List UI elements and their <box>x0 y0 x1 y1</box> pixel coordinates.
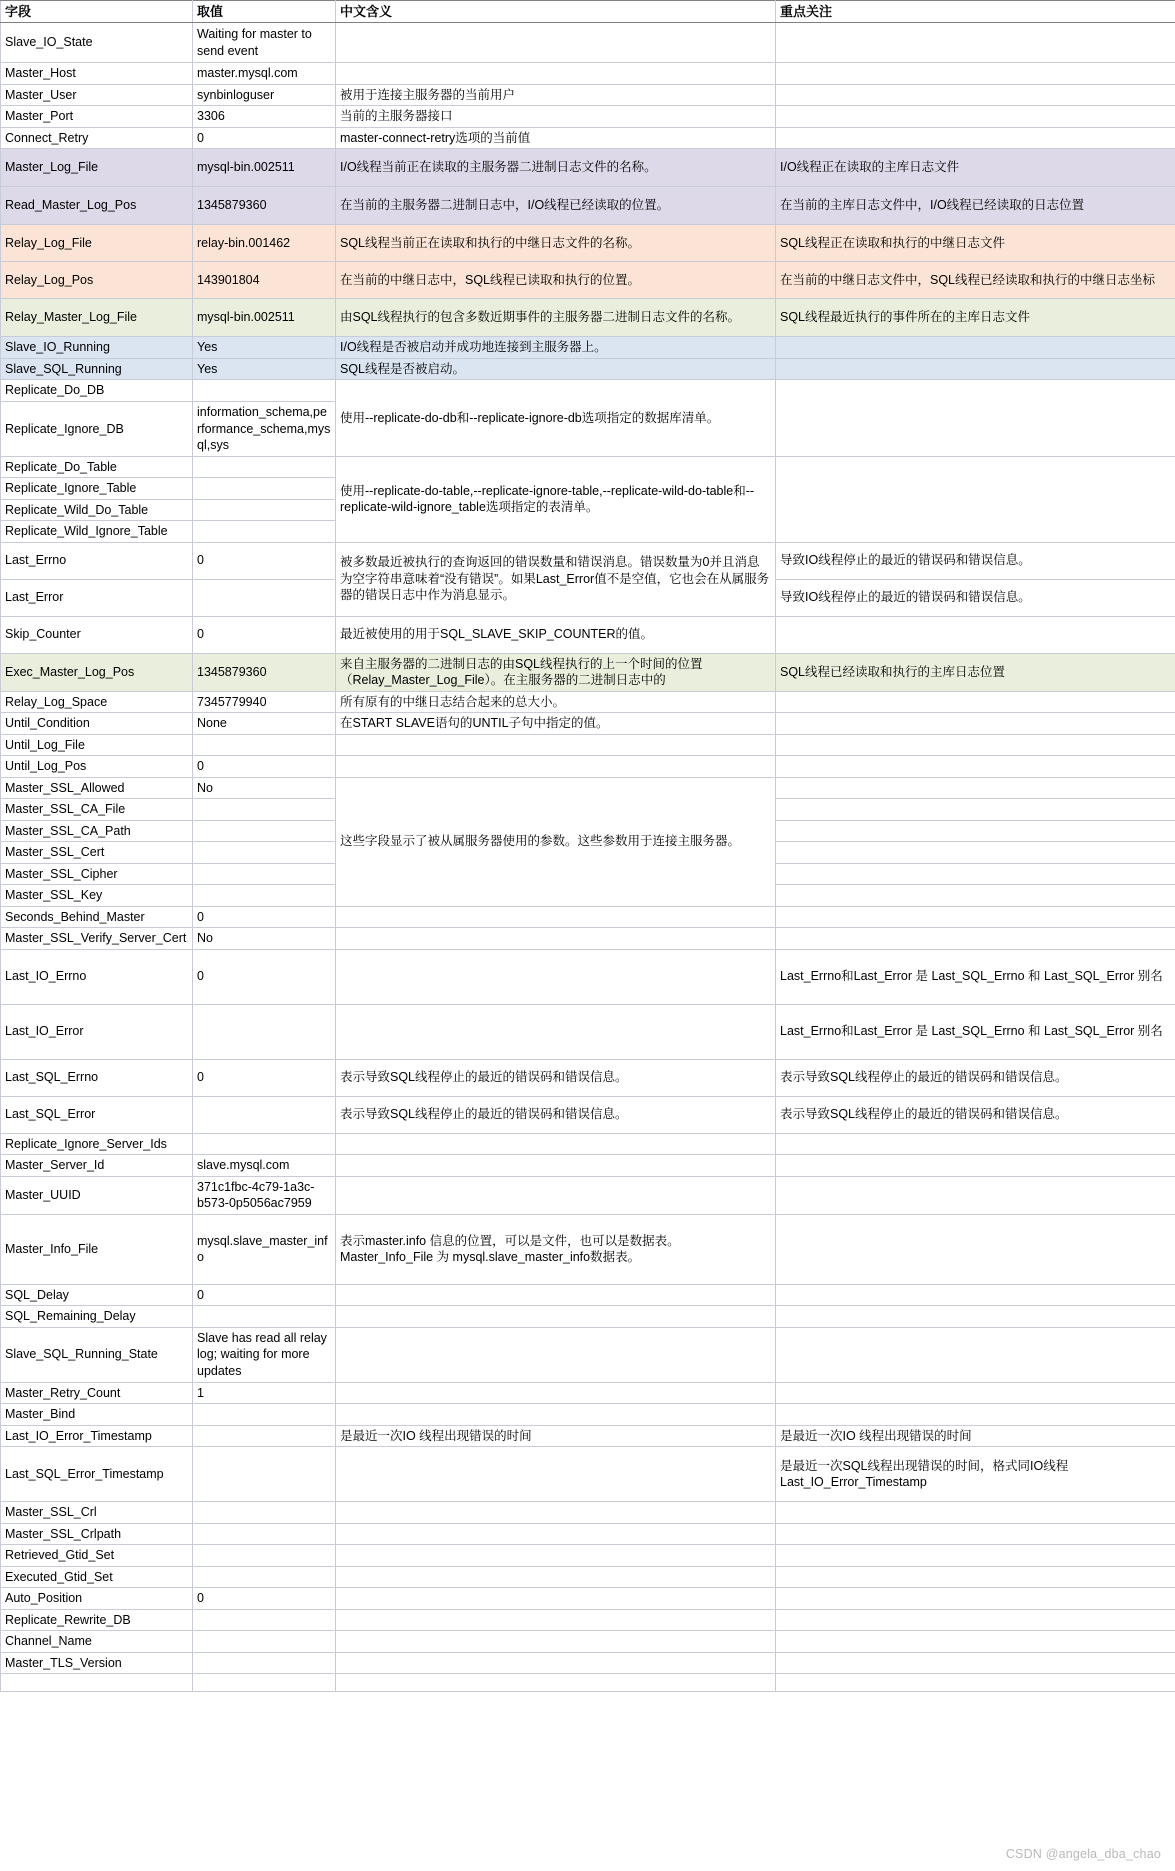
cell-meaning[interactable] <box>336 734 776 756</box>
cell-focus[interactable] <box>776 1382 1175 1404</box>
cell-meaning[interactable]: 被用于连接主服务器的当前用户 <box>336 84 776 106</box>
cell-focus[interactable]: Last_Errno和Last_Error 是 Last_SQL_Errno 和 Last_SQL_Error 别名 <box>776 1004 1175 1059</box>
cell-meaning[interactable]: 在当前的中继日志中，SQL线程已读取和执行的位置。 <box>336 262 776 299</box>
cell-value[interactable]: synbinloguser <box>193 84 336 106</box>
table-row <box>1 262 1175 299</box>
table-row <box>1 23 1175 63</box>
cell-meaning[interactable] <box>336 1133 776 1155</box>
cell-field[interactable]: Last_SQL_Errno <box>1 1059 193 1096</box>
cell-value[interactable]: 371c1fbc-4c79-1a3c-b573-0p5056ac7959 <box>193 1176 336 1214</box>
table-row <box>1 1306 1175 1328</box>
cell-focus[interactable]: Last_Errno和Last_Error 是 Last_SQL_Errno 和 Last_SQL_Error 别名 <box>776 949 1175 1004</box>
table-row <box>1 949 1175 1004</box>
cell-meaning[interactable] <box>336 1004 776 1059</box>
cell-field[interactable]: Master_SSL_Crl <box>1 1502 193 1524</box>
cell-field[interactable]: Master_SSL_Cert <box>1 842 193 864</box>
cell-field[interactable]: Slave_SQL_Running <box>1 358 193 380</box>
table-row <box>1 542 1175 579</box>
cell-field[interactable] <box>1 1674 193 1692</box>
table-row <box>1 1631 1175 1653</box>
cell-field[interactable]: Last_IO_Error_Timestamp <box>1 1425 193 1447</box>
cell-value[interactable] <box>193 456 336 478</box>
table-row <box>1 1404 1175 1426</box>
cell-focus[interactable]: 导致IO线程停止的最近的错误码和错误信息。 <box>776 542 1175 579</box>
cell-value[interactable] <box>193 1404 336 1426</box>
cell-value[interactable] <box>193 734 336 756</box>
cell-field[interactable]: Until_Log_File <box>1 734 193 756</box>
cell-value[interactable]: 1 <box>193 1382 336 1404</box>
cell-meaning-group[interactable]: 被多数最近被执行的查询返回的错误数量和错误消息。错误数量为0并且消息为空字符串意味着“没有错误”。如果Last_Error值不是空值，它也会在从属服务器的错误日志中作为消息显示。 <box>336 542 776 616</box>
cell-meaning[interactable] <box>336 1566 776 1588</box>
cell-focus[interactable] <box>776 777 1175 799</box>
cell-field[interactable]: Slave_SQL_Running_State <box>1 1327 193 1382</box>
cell-value[interactable] <box>193 1566 336 1588</box>
cell-field[interactable]: Master_SSL_CA_Path <box>1 820 193 842</box>
cell-focus[interactable] <box>776 842 1175 864</box>
cell-meaning-group[interactable]: 使用--replicate-do-table,--replicate-ignore-table,--replicate-wild-do-table和--replicate-wild-ignore_table选项指定的表清单。 <box>336 456 776 542</box>
cell-focus[interactable]: I/O线程正在读取的主库日志文件 <box>776 149 1175 187</box>
cell-value[interactable]: 0 <box>193 756 336 778</box>
cell-value[interactable] <box>193 380 336 402</box>
cell-value[interactable]: No <box>193 777 336 799</box>
cell-value[interactable]: mysql-bin.002511 <box>193 149 336 187</box>
cell-field[interactable]: Executed_Gtid_Set <box>1 1566 193 1588</box>
cell-field[interactable]: Replicate_Do_Table <box>1 456 193 478</box>
column-header-meaning: 中文含义 <box>336 1 776 23</box>
table-row <box>1 616 1175 653</box>
table-row <box>1 691 1175 713</box>
cell-field[interactable]: Retrieved_Gtid_Set <box>1 1545 193 1567</box>
table-row <box>1 299 1175 337</box>
cell-value[interactable]: 0 <box>193 542 336 579</box>
cell-field[interactable]: Last_IO_Errno <box>1 949 193 1004</box>
cell-focus[interactable] <box>776 820 1175 842</box>
cell-value[interactable]: 0 <box>193 616 336 653</box>
cell-meaning[interactable]: 表示导致SQL线程停止的最近的错误码和错误信息。 <box>336 1096 776 1133</box>
cell-field[interactable]: Master_Bind <box>1 1404 193 1426</box>
cell-meaning[interactable] <box>336 1609 776 1631</box>
cell-focus[interactable] <box>776 1545 1175 1567</box>
cell-focus[interactable] <box>776 1609 1175 1631</box>
table-row <box>1 84 1175 106</box>
column-header-value: 取值 <box>193 1 336 23</box>
cell-focus-group[interactable] <box>776 380 1175 457</box>
cell-focus[interactable] <box>776 1133 1175 1155</box>
cell-value[interactable] <box>193 799 336 821</box>
cell-focus[interactable]: 在当前的中继日志文件中，SQL线程已经读取和执行的中继日志坐标 <box>776 262 1175 299</box>
cell-meaning[interactable] <box>336 23 776 63</box>
table-row <box>1 756 1175 778</box>
cell-field[interactable]: Last_IO_Error <box>1 1004 193 1059</box>
cell-value[interactable]: No <box>193 928 336 950</box>
cell-meaning[interactable] <box>336 1284 776 1306</box>
cell-field[interactable]: Last_SQL_Error_Timestamp <box>1 1447 193 1502</box>
cell-field[interactable]: Master_Info_File <box>1 1214 193 1284</box>
cell-focus[interactable] <box>776 106 1175 128</box>
cell-value[interactable]: 0 <box>193 127 336 149</box>
cell-value[interactable]: 0 <box>193 949 336 1004</box>
cell-field[interactable]: Relay_Log_File <box>1 225 193 262</box>
cell-field[interactable]: Master_TLS_Version <box>1 1652 193 1674</box>
table-row <box>1 1133 1175 1155</box>
cell-meaning[interactable] <box>336 1674 776 1692</box>
table-row <box>1 149 1175 187</box>
cell-field[interactable]: Last_Error <box>1 579 193 616</box>
cell-focus[interactable] <box>776 1214 1175 1284</box>
cell-field[interactable]: Slave_IO_State <box>1 23 193 63</box>
table-body <box>1 23 1175 1692</box>
cell-value[interactable]: information_schema,performance_schema,mysql,sys <box>193 402 336 457</box>
cell-meaning[interactable] <box>336 1631 776 1653</box>
cell-meaning[interactable] <box>336 1155 776 1177</box>
cell-field[interactable]: Seconds_Behind_Master <box>1 906 193 928</box>
cell-focus[interactable] <box>776 1155 1175 1177</box>
cell-field[interactable]: Slave_IO_Running <box>1 337 193 359</box>
cell-field[interactable]: Master_User <box>1 84 193 106</box>
cell-meaning[interactable] <box>336 1502 776 1524</box>
cell-focus[interactable] <box>776 1674 1175 1692</box>
cell-field[interactable]: Master_SSL_Cipher <box>1 863 193 885</box>
cell-value[interactable]: master.mysql.com <box>193 63 336 85</box>
cell-value[interactable] <box>193 579 336 616</box>
cell-field[interactable]: Master_Log_File <box>1 149 193 187</box>
table-row <box>1 1674 1175 1692</box>
table-row <box>1 1155 1175 1177</box>
cell-value[interactable] <box>193 820 336 842</box>
cell-focus[interactable] <box>776 358 1175 380</box>
cell-focus[interactable] <box>776 1176 1175 1214</box>
cell-meaning[interactable]: master-connect-retry选项的当前值 <box>336 127 776 149</box>
cell-meaning-group[interactable]: 这些字段显示了被从属服务器使用的参数。这些参数用于连接主服务器。 <box>336 777 776 906</box>
cell-focus[interactable] <box>776 713 1175 735</box>
cell-focus[interactable] <box>776 863 1175 885</box>
cell-value[interactable] <box>193 842 336 864</box>
cell-value[interactable] <box>193 1133 336 1155</box>
cell-focus[interactable] <box>776 1327 1175 1382</box>
cell-focus[interactable]: 在当前的主库日志文件中，I/O线程已经读取的日志位置 <box>776 187 1175 225</box>
cell-value[interactable] <box>193 885 336 907</box>
cell-focus[interactable] <box>776 928 1175 950</box>
cell-focus[interactable] <box>776 1306 1175 1328</box>
cell-focus[interactable] <box>776 23 1175 63</box>
cell-value[interactable] <box>193 1631 336 1653</box>
cell-value[interactable] <box>193 478 336 500</box>
cell-field[interactable]: Exec_Master_Log_Pos <box>1 653 193 691</box>
cell-focus-group[interactable] <box>776 456 1175 542</box>
cell-focus[interactable] <box>776 1588 1175 1610</box>
table-row <box>1 777 1175 799</box>
cell-field[interactable]: Skip_Counter <box>1 616 193 653</box>
table-row <box>1 653 1175 691</box>
cell-meaning[interactable]: 由SQL线程执行的包含多数近期事件的主服务器二进制日志文件的名称。 <box>336 299 776 337</box>
cell-value[interactable] <box>193 499 336 521</box>
table-row <box>1 1523 1175 1545</box>
cell-value[interactable]: 143901804 <box>193 262 336 299</box>
cell-meaning[interactable]: 是最近一次IO 线程出现错误的时间 <box>336 1425 776 1447</box>
cell-value[interactable]: relay-bin.001462 <box>193 225 336 262</box>
cell-field[interactable]: Read_Master_Log_Pos <box>1 187 193 225</box>
table-row <box>1 928 1175 950</box>
cell-field[interactable]: Master_SSL_Allowed <box>1 777 193 799</box>
cell-value[interactable]: Yes <box>193 337 336 359</box>
cell-field[interactable]: Until_Log_Pos <box>1 756 193 778</box>
cell-field[interactable]: Replicate_Wild_Do_Table <box>1 499 193 521</box>
cell-focus[interactable]: 导致IO线程停止的最近的错误码和错误信息。 <box>776 579 1175 616</box>
cell-focus[interactable] <box>776 1652 1175 1674</box>
table-row <box>1 380 1175 402</box>
cell-value[interactable]: 0 <box>193 1059 336 1096</box>
table-row <box>1 225 1175 262</box>
cell-focus[interactable]: 表示导致SQL线程停止的最近的错误码和错误信息。 <box>776 1096 1175 1133</box>
cell-meaning-group[interactable]: 使用--replicate-do-db和--replicate-ignore-db选项指定的数据库清单。 <box>336 380 776 457</box>
cell-field[interactable]: Auto_Position <box>1 1588 193 1610</box>
table-row <box>1 1545 1175 1567</box>
cell-meaning[interactable] <box>336 1652 776 1674</box>
cell-value[interactable] <box>193 1674 336 1692</box>
table-header <box>1 1 1175 23</box>
table-row <box>1 1566 1175 1588</box>
table-row <box>1 358 1175 380</box>
watermark-text: CSDN @angela_dba_chao <box>1005 1847 1161 1861</box>
cell-focus[interactable] <box>776 799 1175 821</box>
column-header-focus: 重点关注 <box>776 1 1175 23</box>
cell-field[interactable]: Last_SQL_Error <box>1 1096 193 1133</box>
cell-meaning[interactable] <box>336 756 776 778</box>
table-row <box>1 1502 1175 1524</box>
cell-meaning[interactable]: I/O线程当前正在读取的主服务器二进制日志文件的名称。 <box>336 149 776 187</box>
cell-value[interactable]: mysql-bin.002511 <box>193 299 336 337</box>
cell-value[interactable] <box>193 521 336 543</box>
cell-value[interactable] <box>193 1425 336 1447</box>
cell-meaning[interactable] <box>336 63 776 85</box>
cell-focus[interactable] <box>776 337 1175 359</box>
table-row <box>1 1382 1175 1404</box>
cell-field[interactable]: Replicate_Do_DB <box>1 380 193 402</box>
cell-meaning[interactable] <box>336 1327 776 1382</box>
cell-focus[interactable] <box>776 1404 1175 1426</box>
table-row <box>1 63 1175 85</box>
table-row <box>1 1059 1175 1096</box>
cell-value[interactable]: 3306 <box>193 106 336 128</box>
cell-value[interactable]: 0 <box>193 906 336 928</box>
cell-meaning[interactable] <box>336 1382 776 1404</box>
table-row <box>1 127 1175 149</box>
cell-value[interactable]: Slave has read all relay log; waiting for more updates <box>193 1327 336 1382</box>
cell-value[interactable] <box>193 1004 336 1059</box>
cell-field[interactable]: Connect_Retry <box>1 127 193 149</box>
cell-value[interactable]: 0 <box>193 1284 336 1306</box>
cell-meaning[interactable]: 来自主服务器的二进制日志的由SQL线程执行的上一个时间的位置（Relay_Master_Log_File）。在主服务器的二进制日志中的 <box>336 653 776 691</box>
table-row <box>1 1609 1175 1631</box>
cell-focus[interactable] <box>776 691 1175 713</box>
cell-value[interactable] <box>193 1306 336 1328</box>
cell-field[interactable]: Replicate_Rewrite_DB <box>1 1609 193 1631</box>
cell-value[interactable] <box>193 1545 336 1567</box>
cell-field[interactable]: Master_Server_Id <box>1 1155 193 1177</box>
cell-focus[interactable]: 是最近一次IO 线程出现错误的时间 <box>776 1425 1175 1447</box>
table-row <box>1 1588 1175 1610</box>
cell-meaning[interactable] <box>336 1523 776 1545</box>
table-row <box>1 713 1175 735</box>
cell-focus[interactable] <box>776 1523 1175 1545</box>
cell-field[interactable]: Replicate_Ignore_DB <box>1 402 193 457</box>
cell-value[interactable]: 1345879360 <box>193 653 336 691</box>
table-row <box>1 1214 1175 1284</box>
cell-focus[interactable]: SQL线程正在读取和执行的中继日志文件 <box>776 225 1175 262</box>
cell-focus[interactable] <box>776 616 1175 653</box>
cell-field[interactable]: Relay_Log_Pos <box>1 262 193 299</box>
cell-value[interactable]: 0 <box>193 1588 336 1610</box>
cell-value[interactable] <box>193 1652 336 1674</box>
cell-field[interactable]: Master_Host <box>1 63 193 85</box>
cell-value[interactable]: slave.mysql.com <box>193 1155 336 1177</box>
cell-meaning[interactable]: 所有原有的中继日志结合起来的总大小。 <box>336 691 776 713</box>
cell-meaning[interactable]: I/O线程是否被启动并成功地连接到主服务器上。 <box>336 337 776 359</box>
cell-meaning[interactable]: SQL线程当前正在读取和执行的中继日志文件的名称。 <box>336 225 776 262</box>
table-row <box>1 1004 1175 1059</box>
table-row <box>1 1284 1175 1306</box>
cell-field[interactable]: Relay_Master_Log_File <box>1 299 193 337</box>
cell-value[interactable]: None <box>193 713 336 735</box>
cell-value[interactable] <box>193 1502 336 1524</box>
cell-field[interactable]: Master_Port <box>1 106 193 128</box>
cell-field[interactable]: Until_Condition <box>1 713 193 735</box>
cell-value[interactable]: Waiting for master to send event <box>193 23 336 63</box>
cell-meaning[interactable]: 在START SLAVE语句的UNTIL子句中指定的值。 <box>336 713 776 735</box>
cell-focus[interactable] <box>776 885 1175 907</box>
table-row <box>1 106 1175 128</box>
cell-focus[interactable] <box>776 1566 1175 1588</box>
table-row <box>1 1447 1175 1502</box>
cell-field[interactable]: Replicate_Wild_Ignore_Table <box>1 521 193 543</box>
cell-field[interactable]: Master_SSL_CA_File <box>1 799 193 821</box>
cell-field[interactable]: Relay_Log_Space <box>1 691 193 713</box>
cell-field[interactable]: Replicate_Ignore_Table <box>1 478 193 500</box>
cell-meaning[interactable] <box>336 949 776 1004</box>
cell-meaning[interactable]: 表示导致SQL线程停止的最近的错误码和错误信息。 <box>336 1059 776 1096</box>
cell-value[interactable] <box>193 1523 336 1545</box>
cell-meaning[interactable] <box>336 1588 776 1610</box>
cell-focus[interactable] <box>776 1502 1175 1524</box>
cell-value[interactable] <box>193 1609 336 1631</box>
table-row <box>1 337 1175 359</box>
table-row <box>1 1176 1175 1214</box>
cell-focus[interactable]: 是最近一次SQL线程出现错误的时间，格式同IO线程 Last_IO_Error_Timestamp <box>776 1447 1175 1502</box>
cell-focus[interactable] <box>776 84 1175 106</box>
cell-field[interactable]: SQL_Remaining_Delay <box>1 1306 193 1328</box>
cell-meaning[interactable]: 在当前的主服务器二进制日志中，I/O线程已经读取的位置。 <box>336 187 776 225</box>
cell-field[interactable]: Master_SSL_Verify_Server_Cert <box>1 928 193 950</box>
cell-meaning[interactable]: 当前的主服务器接口 <box>336 106 776 128</box>
cell-focus[interactable] <box>776 734 1175 756</box>
cell-meaning[interactable] <box>336 1404 776 1426</box>
table-row <box>1 1652 1175 1674</box>
cell-focus[interactable] <box>776 127 1175 149</box>
cell-focus[interactable] <box>776 1284 1175 1306</box>
cell-field[interactable]: Master_SSL_Crlpath <box>1 1523 193 1545</box>
table-row <box>1 1096 1175 1133</box>
cell-meaning[interactable]: 表示master.info 信息的位置，可以是文件，也可以是数据表。 Master_Info_File 为 mysql.slave_master_info数据表。 <box>336 1214 776 1284</box>
cell-value[interactable]: 1345879360 <box>193 187 336 225</box>
cell-field[interactable]: Master_Retry_Count <box>1 1382 193 1404</box>
cell-meaning[interactable] <box>336 928 776 950</box>
cell-focus[interactable] <box>776 63 1175 85</box>
cell-meaning[interactable] <box>336 1306 776 1328</box>
cell-focus[interactable] <box>776 1631 1175 1653</box>
cell-field[interactable]: Channel_Name <box>1 1631 193 1653</box>
table-row <box>1 456 1175 478</box>
cell-value[interactable] <box>193 1096 336 1133</box>
table-row <box>1 734 1175 756</box>
header-row <box>1 1 1175 23</box>
cell-focus[interactable] <box>776 756 1175 778</box>
cell-focus[interactable]: SQL线程已经读取和执行的主库日志位置 <box>776 653 1175 691</box>
table-row <box>1 187 1175 225</box>
table-row <box>1 1327 1175 1382</box>
cell-value[interactable] <box>193 863 336 885</box>
cell-field[interactable]: Master_SSL_Key <box>1 885 193 907</box>
cell-field[interactable]: Master_UUID <box>1 1176 193 1214</box>
column-header-field: 字段 <box>1 1 193 23</box>
table-row <box>1 906 1175 928</box>
cell-value[interactable]: mysql.slave_master_info <box>193 1214 336 1284</box>
cell-meaning[interactable] <box>336 1447 776 1502</box>
cell-field[interactable]: Replicate_Ignore_Server_Ids <box>1 1133 193 1155</box>
cell-meaning[interactable]: SQL线程是否被启动。 <box>336 358 776 380</box>
cell-meaning[interactable]: 最近被使用的用于SQL_SLAVE_SKIP_COUNTER的值。 <box>336 616 776 653</box>
cell-focus[interactable]: 表示导致SQL线程停止的最近的错误码和错误信息。 <box>776 1059 1175 1096</box>
cell-meaning[interactable] <box>336 1176 776 1214</box>
cell-focus[interactable]: SQL线程最近执行的事件所在的主库日志文件 <box>776 299 1175 337</box>
cell-meaning[interactable] <box>336 1545 776 1567</box>
cell-focus[interactable] <box>776 906 1175 928</box>
cell-value[interactable] <box>193 1447 336 1502</box>
cell-field[interactable]: SQL_Delay <box>1 1284 193 1306</box>
cell-field[interactable]: Last_Errno <box>1 542 193 579</box>
table-row <box>1 1425 1175 1447</box>
cell-value[interactable]: Yes <box>193 358 336 380</box>
cell-meaning[interactable] <box>336 906 776 928</box>
cell-value[interactable]: 7345779940 <box>193 691 336 713</box>
